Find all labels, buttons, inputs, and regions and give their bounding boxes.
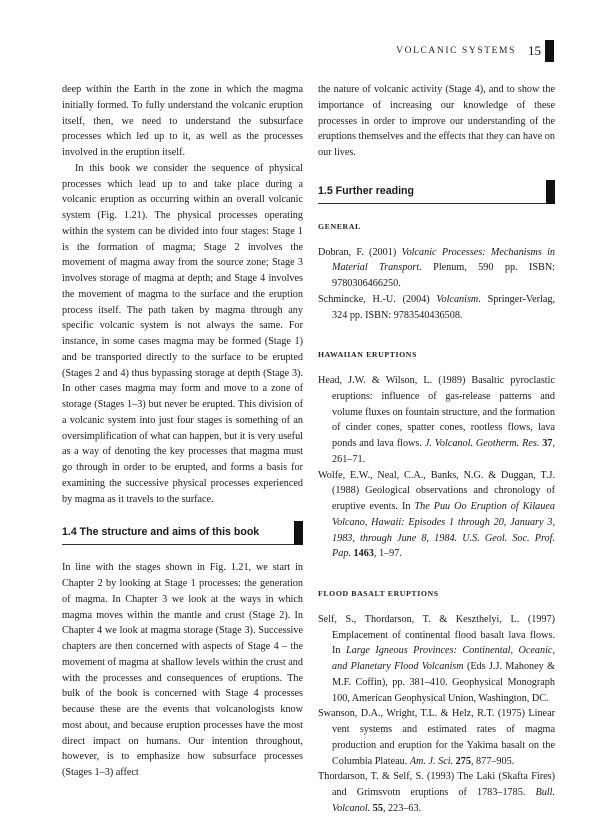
body-paragraph: In this book we consider the sequence of physical processes which lead up to and take place during a volcanic eruption as occurring within an overall volcanic system (Fig. 1.21). The physical processes operating within the system can be divided into four stages: Stage 1 is the formation of magma; Stage 2 involves the movement of magma away from the source zone; Stage 3 involves storage of magma at depth; and Stage 4 involves the movement of magma to the surface and the eruption process itself. The path taken by magma through any specific volcanic system is not always the same. For instance, in some cases magma may be formed (Stage 1) and be transported directly to the surface to be erupted (Stages 2 and 4) thus bypassing storage at depth (Stage 3). In other cases magma may form and move to a zone of storage (Stages 1–3) but never be erupted. This division of a volcanic system into just four stages is something of an oversimplification of what can happen, but it is very useful as a way of denoting the key processes that magma must go through in order to be erupted, and forms a basis for examining the successive physical processes experienced by magma as it travels to the surface. bbox=[62, 162, 303, 505]
running-header bbox=[396, 41, 541, 61]
section-marker-bar bbox=[546, 180, 555, 204]
page-number: 15 bbox=[528, 43, 541, 58]
reading-subheading: GENERAL bbox=[318, 221, 361, 231]
reference-entry: Schmincke, H.-U. (2004) Volcanism. Springer-Verlag, 324 pp. ISBN: 9783540436508. bbox=[318, 293, 555, 321]
reference-entry: Swanson, D.A., Wright, T.L. & Helz, R.T. (1975) Linear vent systems and estimated rates of magma production and eruption for the Yakima basalt on the Columbia Plateau. Am. J. Sci. 275, 877–905. bbox=[318, 708, 555, 767]
left-column bbox=[62, 82, 303, 781]
section-heading bbox=[62, 524, 303, 545]
right-column bbox=[318, 82, 555, 817]
reference-entry: Self, S., Thordarson, T. & Keszthelyi, L. (1997) Emplacement of continental flood basalt lava flows. In Large Igneous Provinces: Continental, Oceanic, and Planetary Flood Volcanism (Eds J.J. Mahoney & M.F. Coffin), pp. 381–410. Geophysical Monograph 100, American Geophysical Union, Washington, DC. bbox=[318, 613, 555, 704]
section-heading-text: 1.4 The structure and aims of this book bbox=[62, 526, 260, 539]
reference-entry: Wolfe, E.W., Neal, C.A., Banks, N.G. & Duggan, T.J. (1988) Geological observations and chronology of eruptive events. In The Puu Oo Eruption of Kilauea Volcano, Hawaii: Episodes 1 through 20, January 3, 1983, through June 8, 1984. U.S. Geol. Soc. Prof. Pap. 1463, 1–97. bbox=[318, 469, 555, 560]
body-paragraph: the nature of volcanic activity (Stage 4), and to show the importance of increasing our knowledge of these processes in order to improve our understanding of the eruptions themselves and the effects that they can have on our lives. bbox=[318, 84, 555, 158]
body-paragraph: deep within the Earth in the zone in which the magma initially formed. To fully understand the volcanic eruption itself, then, we need to understand the subsurface processes which led up to it, as well as the processes involved in the eruption itself. bbox=[62, 84, 303, 158]
header-marker-bar bbox=[545, 40, 554, 62]
section-heading-text: 1.5 Further reading bbox=[318, 184, 414, 197]
section-marker-bar bbox=[294, 521, 303, 545]
reference-entry: Thordarson, T. & Self, S. (1993) The Laki (Skafta Fires) and Grimsvotn eruptions of 1783–1785. Bull. Volcanol. 55, 223–63. bbox=[318, 771, 555, 814]
reading-subheading: HAWAIIAN ERUPTIONS bbox=[318, 350, 417, 360]
reference-entry: Dobran, F. (2001) Volcanic Processes: Mechanisms in Material Transport. Plenum, 590 pp. ISBN: 9780306466250. bbox=[318, 246, 556, 289]
reference-entry: Head, J.W. & Wilson, L. (1989) Basaltic pyroclastic eruptions: influence of gas-release patterns and volume fluxes on fountain structure, and the formation of cinder cones, spatter cones, rootless flows, lava ponds and lava flows. J. Volcanol. Geotherm. Res. 37, 261–71. bbox=[318, 375, 555, 465]
reading-subheading: FLOOD BASALT ERUPTIONS bbox=[318, 589, 439, 598]
running-title: VOLCANIC SYSTEMS bbox=[396, 46, 516, 56]
body-paragraph: In line with the stages shown in Fig. 1.21, we start in Chapter 2 by looking at Stage 1 processes: the generation of magma. In Chapter 3 we look at the ways in which magma moves within the mantle and crust (Stage 2). In Chapter 4 we look at magma storage (Stage 3). Successive chapters are then concerned with aspects of Stage 4 – the movement of magma at shallow levels within the crust and with the processes and consequences of eruptions. The bulk of the book is concerned with Stage 4 processes because these are the events that volcanologists know most about, and because eruption processes have the most direct impact on humans. Our intention throughout, however, is to emphasize how subsurface processes (Stages 1–3) affect bbox=[62, 562, 303, 778]
section-heading bbox=[318, 183, 555, 204]
